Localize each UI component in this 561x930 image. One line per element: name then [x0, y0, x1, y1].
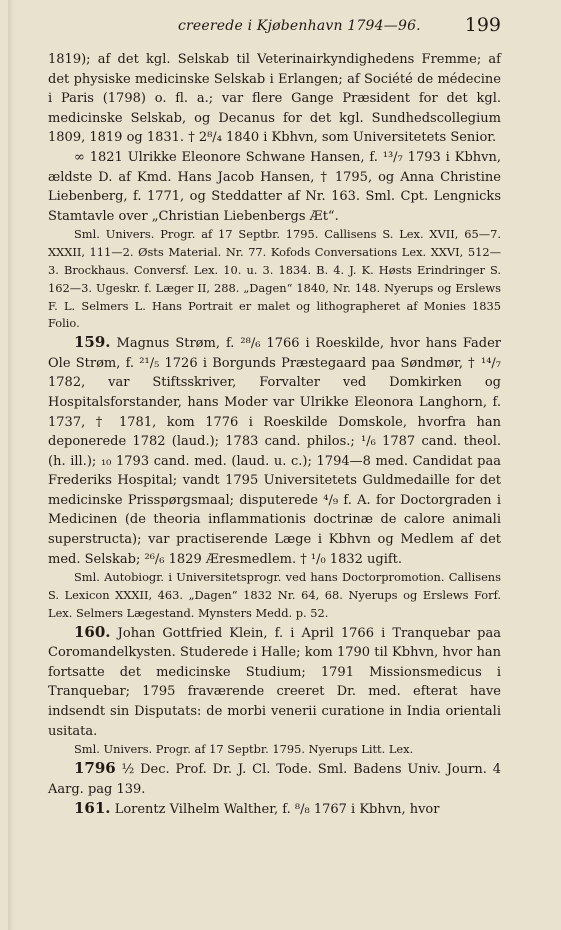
- entry-number: 160.: [74, 622, 111, 641]
- page-header: [48, 14, 501, 50]
- paragraph-references: Sml. Autobiogr. i Universitetsprogr. ved hans Doctorpromotion. Callisens S. Lexicon XXXII, 463. „Dagen“ 1832 Nr. 64, 68. Nyerups og Erslews Forf. Lex. Selmers Lægestand. Mynsters Medd. p. 52.: [48, 570, 501, 620]
- entry-number: 161.: [74, 799, 111, 818]
- entry-text: Lorentz Vilhelm Walther, f. ⁸/₈ 1767 i Kbhvn, hvor: [114, 802, 440, 818]
- entry-number: 1796: [74, 759, 116, 777]
- paragraph-continuation: 1819); af det kgl. Selskab til Veterinairkyndighedens Fremme; af det physiske medicinske Selskab i Erlangen; af Société de médecine i Paris (1798) o. fl. a.; var flere Gange Præsident for det kgl. medicinske Selskab, og Decanus for det kgl. Sundhedscollegium 1809, 1819 og 1831. † 2⁸/₄ 1840 i Kbhvn, som Universitetets Senior.: [48, 52, 501, 146]
- page-gutter-shadow: [8, 0, 14, 930]
- paragraph-marriage: ∞ 1821 Ulrikke Eleonore Schwane Hansen, f. ¹³/₇ 1793 i Kbhvn, ældste D. af Kmd. Hans Jacob Hansen, † 1795, og Anna Christine Liebenberg, f. 1771, og Steddatter af Nr. 163. Sml. Cpt. Lengnicks Stamtavle over „Christian Liebenbergs Æt“.: [48, 149, 501, 224]
- paragraph-references: Sml. Univers. Progr. af 17 Septbr. 1795. Callisens S. Lex. XVII, 65—7. XXXII, 111—2. Østs Material. Nr. 77. Kofods Conversations Lex. XXVI, 512—3. Brockhaus. Conversf. Lex. 10. u. 3. 1834. B. 4. J. K. Høsts Erindringer S. 162—3. Ugeskr. f. Læger II, 288. „Dagen“ 1840, Nr. 148. Nyerups og Erslews F. L. Selmers L. Hans Portrait er malet og lithographeret af Monies 1835 Folio.: [48, 227, 501, 331]
- entry-text: Johan Gottfried Klein, f. i April 1766 i Tranquebar paa Coromandelkysten. Studerede i Halle; kom 1790 til Kbhvn, hvor han fortsatte det medicinske Studium; 1791 Missionsmedicus i Tranquebar; 1795 fraværende creeret Dr. med. efterat have indsendt sin Disputats: de morbi venerii curatione in India orientali usitata.: [48, 625, 501, 739]
- running-title: creerede i Kjøbenhavn 1794—96.: [178, 18, 421, 34]
- page-body: [48, 50, 501, 820]
- entry-text: Magnus Strøm, f. ²⁸/₆ 1766 i Roeskilde, hvor hans Fader Ole Strøm, f. ²¹/₅ 1726 i Borgunds Præstegaard paa Søndmør, † ¹⁴/₇ 1782, var Stiftsskriver, Forvalter ved Domkirken og Hospitalsforstander, hans Moder var Ulrikke Eleonora Langhorn, f. 1737, † 1781, kom 1776 i Roeskilde Domskole, hvorfra han deponerede 1782 (laud.); 1783 cand. philos.; ¹/₆ 1787 cand. theol. (h. ill.); ₁₀ 1793 cand. med. (laud. u. c.); 1794—8 med. Candidat paa Frederiks Hospital; vandt 1795 Universitetets Guldmedaille for det medicinske Prisspørgsmaal; disputerede ⁴/₉ f. A. for Doctorgraden i Medicinen (de theoria inflammationis doctrinæ de calore animali superstructa); var practiserende Læge i Kbhvn og Medlem af det med. Selskab; ²⁶/₆ 1829 Æresmedlem. † ¹/₀ 1832 ugift.: [48, 336, 501, 567]
- entry-number: 159.: [74, 333, 111, 352]
- entry-159: [48, 333, 501, 569]
- entry-1796: [48, 759, 501, 799]
- page-number: 199: [464, 14, 501, 36]
- entry-text: ½ Dec. Prof. Dr. J. Cl. Tode. Sml. Badens Univ. Journ. 4 Aarg. pag 139.: [48, 762, 501, 797]
- entry-160: [48, 623, 501, 742]
- entry-161: [48, 799, 501, 820]
- paragraph-references: Sml. Univers. Progr. af 17 Septbr. 1795. Nyerups Litt. Lex.: [74, 742, 414, 757]
